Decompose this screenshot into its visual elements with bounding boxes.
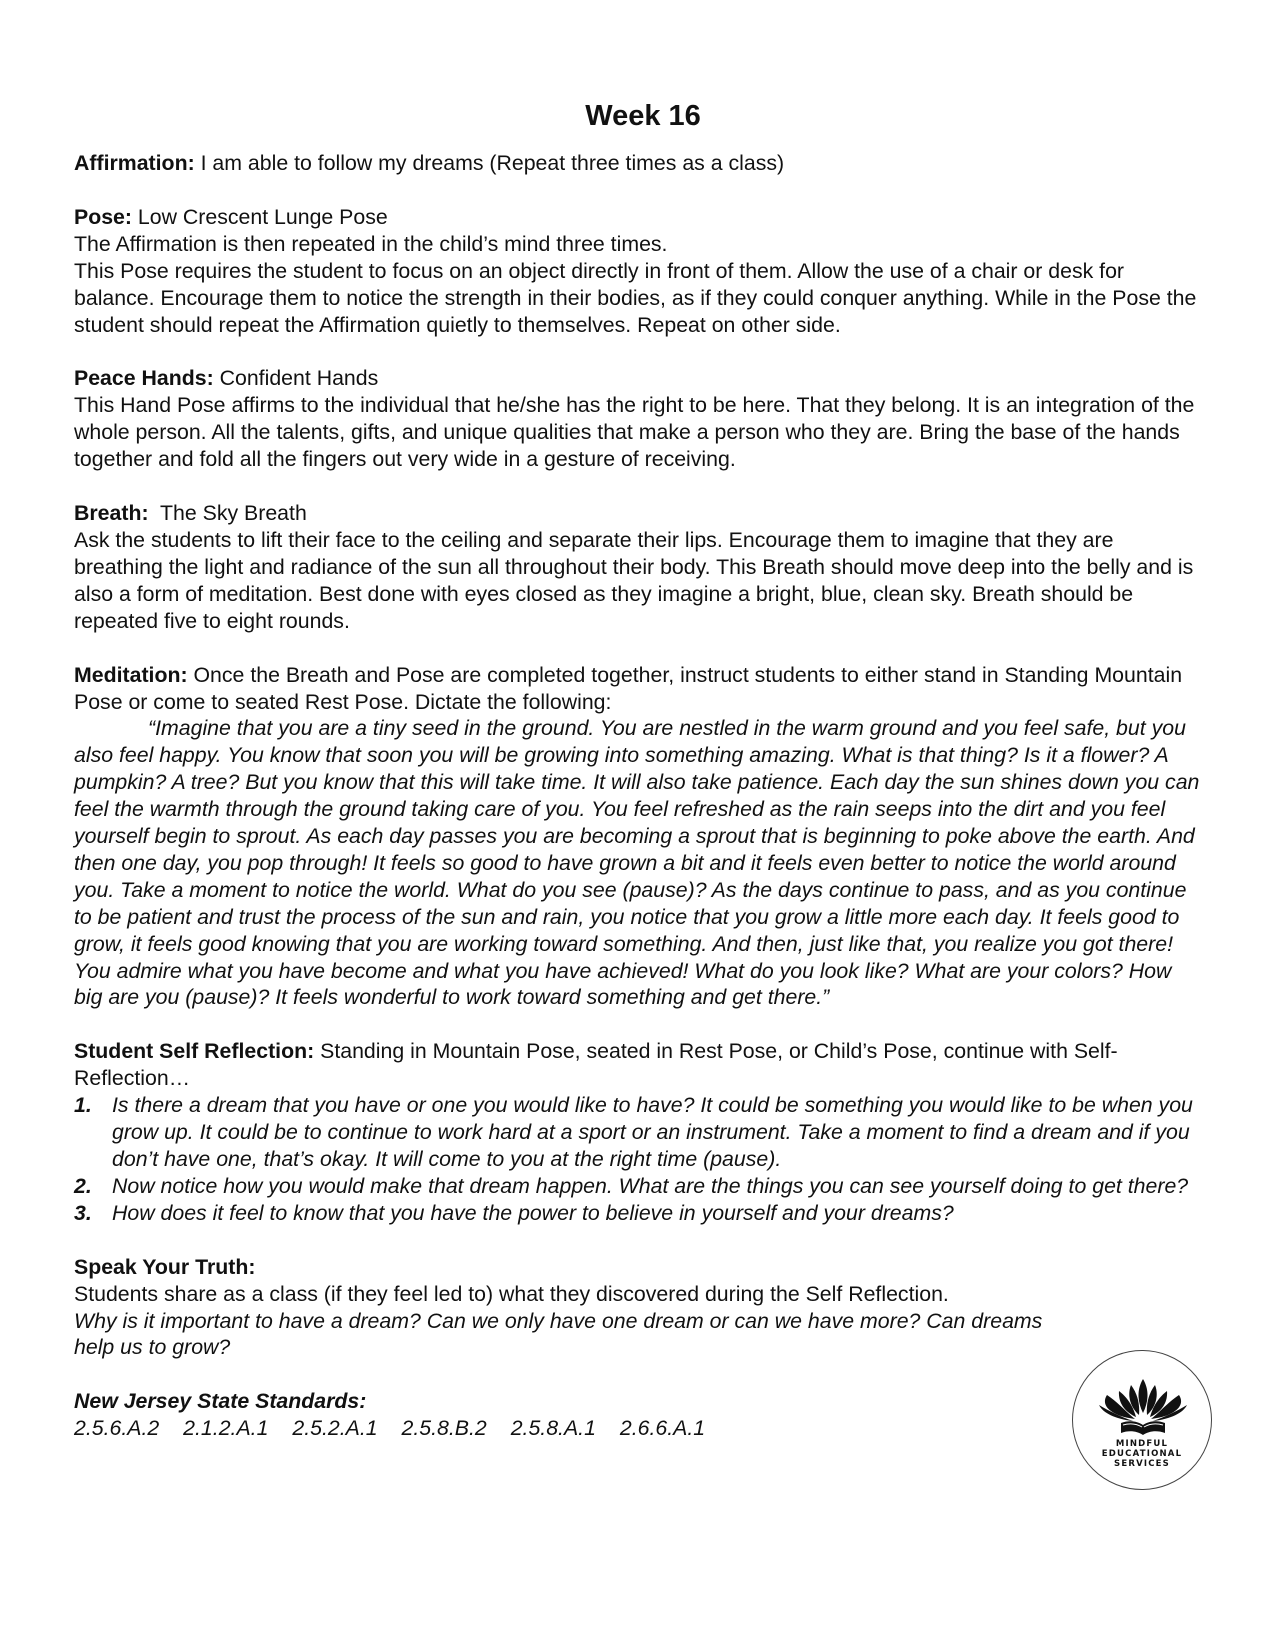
meditation-script-paragraph: [74, 715, 1204, 1011]
standard-code: 2.1.2.A.1: [183, 1416, 269, 1441]
breath-name: The Sky Breath: [148, 501, 307, 526]
self-reflection-heading: [74, 1038, 1204, 1092]
affirmation-section: [74, 150, 1204, 177]
meditation-label: Meditation:: [74, 662, 188, 687]
peace-hands-name: Confident Hands: [213, 366, 379, 391]
logo-text-line: SERVICES: [1114, 1459, 1170, 1469]
standard-code: 2.5.2.A.1: [292, 1416, 378, 1441]
list-item: [74, 1200, 1204, 1227]
pose-heading: [74, 204, 1204, 231]
standards-codes: [74, 1415, 1204, 1442]
lotus-book-icon: [1073, 1351, 1213, 1491]
list-item-text: Is there a dream that you have or one you would like to have? It could be something you would like to be when you grow up. It could be to continue to work hard at a sport or an instrument. Take a moment to find a dream and if you don’t have one, that’s okay. It will come to you at the right time (pause).: [112, 1093, 1193, 1171]
mindful-educational-services-logo: [1072, 1350, 1212, 1490]
speak-truth-section: [74, 1254, 1064, 1362]
breath-heading: [74, 500, 1204, 527]
breath-body: Ask the students to lift their face to the ceiling and separate their lips. Encourage them to imagine that they are breathing the light and radiance of the sun all throughout their body. This Breath should move deep into the belly and is also a form of meditation. Best done with eyes closed as they imagine a bright, blue, clean sky. Breath should be repeated five to eight rounds.: [74, 527, 1194, 633]
standard-code: 2.6.6.A.1: [619, 1416, 706, 1441]
meditation-script: “Imagine that you are a tiny seed in the ground. You are nestled in the warm ground and you feel safe, but you also feel happy. You know that soon you will be growing into something amazing. What is that thing? Is it a flower? A pumpkin? A tree? But you know that this will take time. It will also take patience. Each day the sun shines down you can feel the warmth through the ground taking care of you. You feel refreshed as the rain seeps into the dirt and you feel yourself begin to sprout. As each day passes you are becoming a sprout that is beginning to poke above the earth. And then one day, you pop through! It feels so good to have grown a bit and it feels even better to notice the world around you. Take a moment to notice the world. What do you see (pause)? As the days continue to pass, and as you continue to be patient and trust the process of the sun and rain, you notice that you grow a little more each day. It feels good to grow, it feels good knowing that you are working toward something. And then, just like that, you realize you got there! You admire what you have become and what you have achieved! What do you look like? What are your colors? How big are you (pause)? It feels wonderful to work toward something and get there.”: [74, 716, 1200, 1010]
self-reflection-intro: Standing in Mountain Pose, seated in Rest Pose, or Child’s Pose, continue with Self-Reflection…: [74, 1039, 1118, 1091]
peace-hands-body: This Hand Pose affirms to the individual that he/she has the right to be here. That they belong. It is an integration of the whole person. All the talents, gifts, and unique qualities that make a person who they are. Bring the base of the hands together and fold all the fingers out very wide in a gesture of receiving.: [74, 393, 1195, 472]
list-item: [74, 1173, 1204, 1200]
standard-code: 2.5.6.A.2: [74, 1416, 160, 1441]
affirmation-text: I am able to follow my dreams (Repeat three times as a class): [194, 151, 785, 175]
pose-body: This Pose requires the student to focus on an object directly in front of them. Allow the use of a chair or desk for balance. Encourage them to notice the strength in their bodies, as if they could conquer anything. While in the Pose the student should repeat the Affirmation quietly to themselves. Repeat on other side.: [74, 258, 1197, 337]
document-page: [74, 98, 1204, 1442]
list-item-text: Now notice how you would make that dream happen. What are the things you can see yourself doing to get there?: [112, 1173, 1189, 1198]
standard-code: 2.5.8.B.2: [401, 1416, 487, 1441]
meditation-intro: Once the Breath and Pose are completed together, instruct students to either stand in Standing Mountain Pose or come to seated Rest Pose. Dictate the following:: [74, 662, 1183, 714]
affirmation-label: Affirmation:: [74, 151, 195, 175]
pose-line: The Affirmation is then repeated in the child’s mind three times.: [74, 231, 668, 256]
peace-hands-label: Peace Hands:: [74, 366, 214, 391]
list-item-number: 1.: [74, 1093, 92, 1118]
list-item-number: 3.: [74, 1200, 92, 1225]
peace-hands-heading: [74, 365, 1204, 392]
pose-name: Low Crescent Lunge Pose: [132, 204, 388, 229]
meditation-section: [74, 662, 1204, 716]
pose-label: Pose:: [74, 204, 132, 229]
standards-label: New Jersey State Standards:: [74, 1389, 367, 1414]
list-item: [74, 1092, 1204, 1173]
speak-truth-questions: Why is it important to have a dream? Can we only have one dream or can we have more? Can dreams help us to grow?: [74, 1308, 1043, 1360]
list-item-number: 2.: [74, 1173, 92, 1198]
logo-text-line: MINDFUL: [1115, 1439, 1169, 1449]
self-reflection-label: Student Self Reflection:: [74, 1039, 315, 1064]
list-item-text: How does it feel to know that you have the power to believe in yourself and your dreams?: [112, 1200, 954, 1225]
logo-text-line: EDUCATIONAL: [1101, 1449, 1183, 1459]
speak-truth-line: Students share as a class (if they feel led to) what they discovered during the Self Reflection.: [74, 1281, 949, 1306]
page-title: Week 16: [585, 100, 701, 132]
speak-truth-label: Speak Your Truth:: [74, 1254, 256, 1279]
breath-label: Breath:: [74, 501, 149, 526]
reflection-list: [74, 1092, 1204, 1227]
standard-code: 2.5.8.A.1: [510, 1416, 596, 1441]
